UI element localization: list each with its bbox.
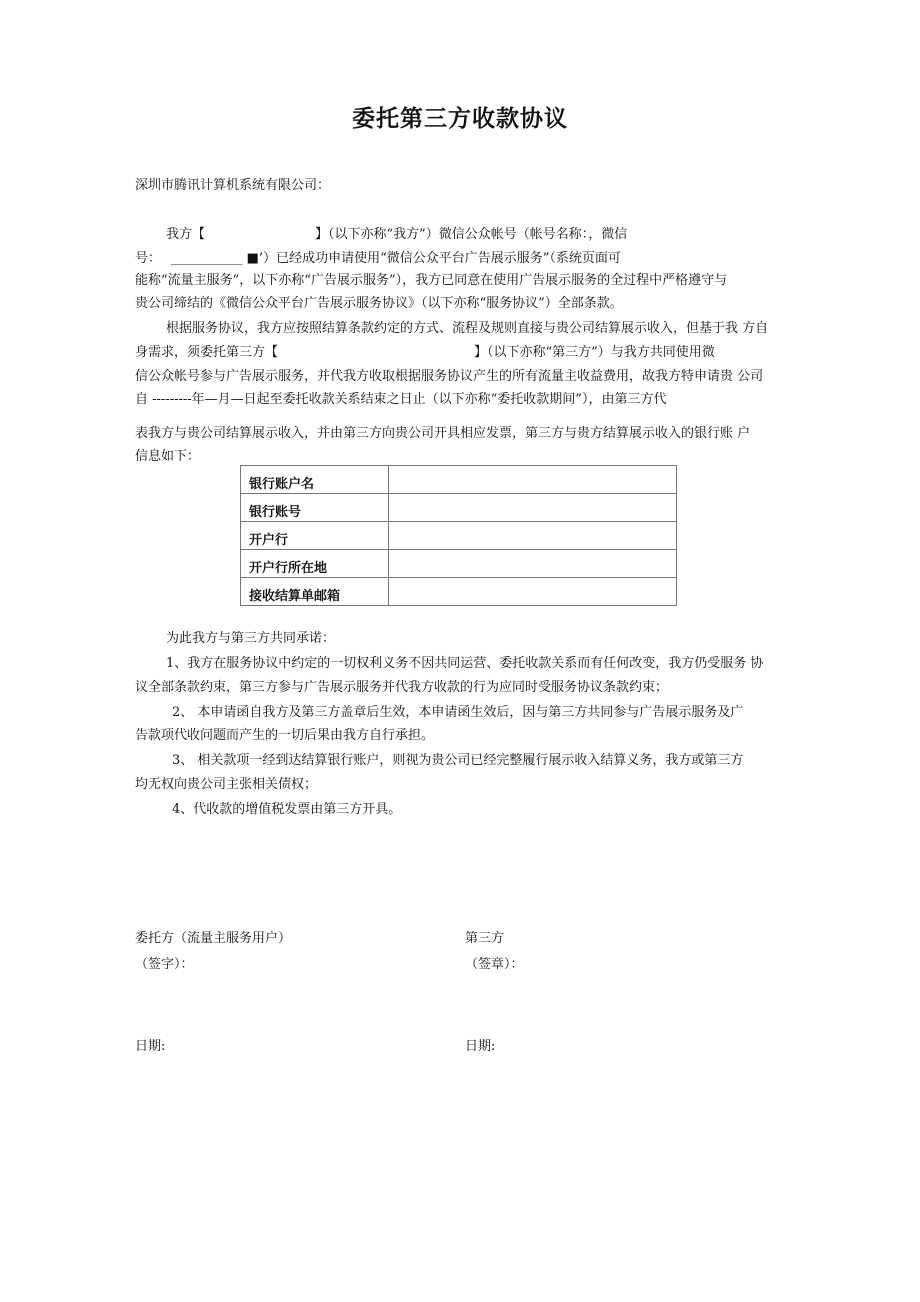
bank-account-name-label: 银行账户名 [241,466,389,494]
commit-item-3-line1: 3、 相关款项一经到达结算银行账户，则视为贵公司已经完整履行展示收入结算义务，我方或第三方 [172,753,744,768]
bank-location-value [389,550,677,578]
statement-email-value [389,578,677,606]
bank-location-label: 开户行所在地 [241,550,389,578]
bank-account-number-value [389,494,677,522]
para1-line2 [135,251,621,267]
principal-party-label: 委托方（流量主服务用户） [135,931,292,946]
commit-item-1-line2: 议全部条款约束，第三方参与广告展示服务并代我方收款的行为应同时受服务协议条款约束； [135,680,669,695]
commit-item-1-line1: 1、我方在服务协议中约定的一切权利义务不因共同运营、委托收款关系而有任何改变，我方仍受服务 协 [166,656,764,671]
wechat-id-label: 号： [135,251,162,266]
statement-email-label: 接收结算单邮箱 [241,578,389,606]
table-row [241,522,677,550]
addressee: 深圳市腾讯计算机系统有限公司： [135,178,331,193]
bank-info-table [240,465,677,606]
principal-sign-label: （签字）： [135,957,194,972]
para2-line6: 信息如下： [135,449,201,464]
para1-line1 [166,227,627,243]
para2-line3: 信公众帐号参与广告展示服务，并代我方收取根据服务协议产生的所有流量主收益费用，故我方特申请贵 公司 [135,369,764,384]
para2-text: 】（以下亦称“第三方”）与我方共同使用微 [474,345,715,360]
third-party-seal-label: （签章）： [465,957,524,972]
document-title: 委托第三方收款协议 [352,106,568,132]
third-party-date-label: 日期: [465,1039,496,1054]
opening-bank-value [389,522,677,550]
table-row [241,550,677,578]
opening-bank-label: 开户行 [241,522,389,550]
para2-line4: 自 ---------年—月—日起至委托收款关系结束之日止（以下亦称“委托收款期间”），由第三方代 [135,392,667,407]
para1-bracket-open: 我方【 [166,227,206,242]
wechat-id-blank: ___________ [171,251,243,266]
table-row [241,494,677,522]
commit-item-3-line2: 均无权向贵公司主张相关债权； [135,777,318,792]
para2-line5: 表我方与贵公司结算展示收入，并由第三方向贵公司开具相应发票，第三方与贵方结算展示收入的银行账 户 [135,426,751,441]
commit-item-2-line2: 告款项代收问题而产生的一切后果由我方自行承担。 [135,728,435,743]
table-row [241,466,677,494]
para2-line2 [135,345,715,361]
para1-text: 】（以下亦称“我方”）微信公众帐号（帐号名称：，微信 [315,227,628,242]
para1-line3: 能称“流量主服务”，以下亦称“广告展示服务”），我方已同意在使用广告展示服务的全过程中严格遵守与 [135,273,728,288]
commit-item-2-line1: 2、 本申请函自我方及第三方盖章后生效，本申请函生效后，因与第三方共同参与广告展示服务及广 [172,705,744,720]
principal-date-label: 日期: [135,1039,166,1054]
para1-line4: 贵公司缔结的《微信公众平台广告展示服务协议》（以下亦称“服务协议”）全部条款。 [135,296,623,311]
para1-text: ■’）已经成功申请使用“微信公众平台广告展示服务”（系统页面可 [242,251,621,266]
bank-account-number-label: 银行账号 [241,494,389,522]
para2-line1: 根据服务协议，我方应按照结算条款约定的方式、流程及规则直接与贵公司结算展示收入，但基于我 方自 [166,321,769,336]
third-party-label: 第三方 [465,931,505,946]
commit-intro: 为此我方与第三方共同承诺： [166,631,336,646]
bank-account-name-value [389,466,677,494]
para2-text: 身需求，须委托第三方【 [135,345,279,360]
table-row [241,578,677,606]
commit-item-4: 4、代收款的增值税发票由第三方开具。 [172,802,402,817]
